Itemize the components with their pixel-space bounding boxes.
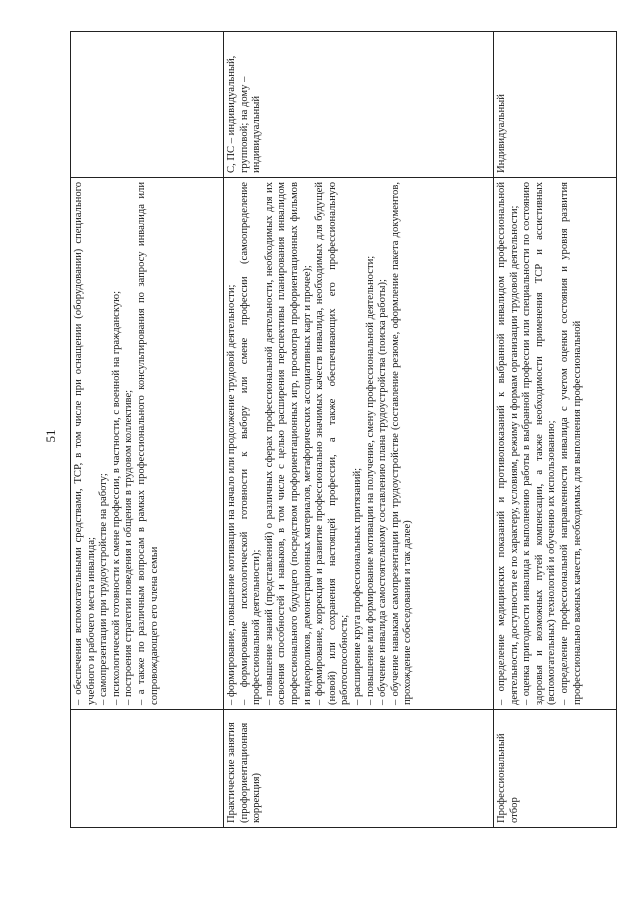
table-row	[224, 32, 494, 828]
list-item: – формирование, коррекция и развитие профессионально значимых качеств инвалида, необходимых для будущей (новой) или сохранения настоящей профессии, а также обеспечивающих его профессиональную работоспособность;	[314, 182, 351, 705]
measure-form-cell: Индивидуальный	[494, 32, 617, 178]
measure-content-cell	[224, 178, 494, 710]
table-row	[71, 32, 224, 828]
list-item: – формирование, повышение мотивации на начало или продолжение трудовой деятельности;	[226, 284, 237, 705]
list-item: – самопрезентации при трудоустройстве на работу;	[98, 473, 110, 705]
measure-form-cell: С, ПС – индивидуальный, групповой; на дому – индивидуальный	[224, 32, 494, 178]
rehabilitation-measures-table	[70, 31, 617, 828]
list-item: – а также по различным вопросам в рамках профессионального консультирования по запросу инвалида или сопровождающего его члена семьи	[135, 182, 160, 705]
list-item: – обучение инвалида самостоятельному составлению плана трудоустройства (поиска работы);	[377, 279, 389, 705]
list-item: – определение профессиональной направленности инвалида с учетом оценки состояния и уровня развития профессионально важных качеств, необходимых для выполнения профессиональной	[558, 182, 583, 705]
list-item: – повышение или формирование мотивации на получение, смену профессиональной деятельности;	[364, 255, 376, 705]
list-item: – расширение круга профессиональных притязаний;	[351, 467, 363, 705]
list-item: – формирование психологической готовности к выбору или смене профессии (самоопределение профессиональной деятельности);	[238, 182, 263, 705]
measure-form-cell	[71, 32, 224, 178]
rotated-table-sheet	[70, 32, 611, 828]
measure-type-cell: Профессиональный отбор	[494, 710, 617, 828]
list-item: – построения стратегии поведения и общения в трудовом коллективе;	[123, 389, 135, 705]
measure-content-cell	[494, 178, 617, 710]
list-item: – обеспечения вспомогательными средствами, ТСР, в том числе при оснащении (оборудовании) специального учебного и рабочего места инвалида;	[73, 182, 97, 705]
list-item: – определение медицинских показаний и противопоказаний к выбранной инвалидом профессиональной деятельности, доступности ее по характеру, условиям, режиму и формам организации трудовой деятельности;	[496, 182, 520, 705]
list-item: – обучение навыкам самопрезентации при трудоустройстве (составление резюме, оформление пакета документов, прохождение собеседования и так далее)	[389, 182, 414, 705]
list-item: – повышение знаний (представлений) о различных сферах профессиональной деятельности, необходимых для их освоения способностей и навыков, в том числе с целью расширения перспективы планирования инвалидом профессионального будущего (посредством профориентационных игр, просмотра профориентационных фильмов и видеороликов, демонстрационных материалов, метафорических ассоциативных карт и прочее);	[263, 182, 313, 705]
list-item: – оценка пригодности инвалида к выполнению работы в выбранной профессии или специальности по состоянию здоровья и возможных путей компенсации, а также необходимости применения ТСР и ассистивных (вспомогательных) технологий и обучению их использованию;	[521, 182, 558, 705]
table-row	[494, 32, 617, 828]
measure-content-cell	[71, 178, 224, 710]
measure-type-cell	[71, 710, 224, 828]
page-number: 51	[43, 429, 58, 443]
measure-type-cell: Практические занятия (профориентационная коррекция)	[224, 710, 494, 828]
list-item: – психологической готовности к смене профессии, в частности, с военной на гражданскую;	[110, 290, 122, 705]
